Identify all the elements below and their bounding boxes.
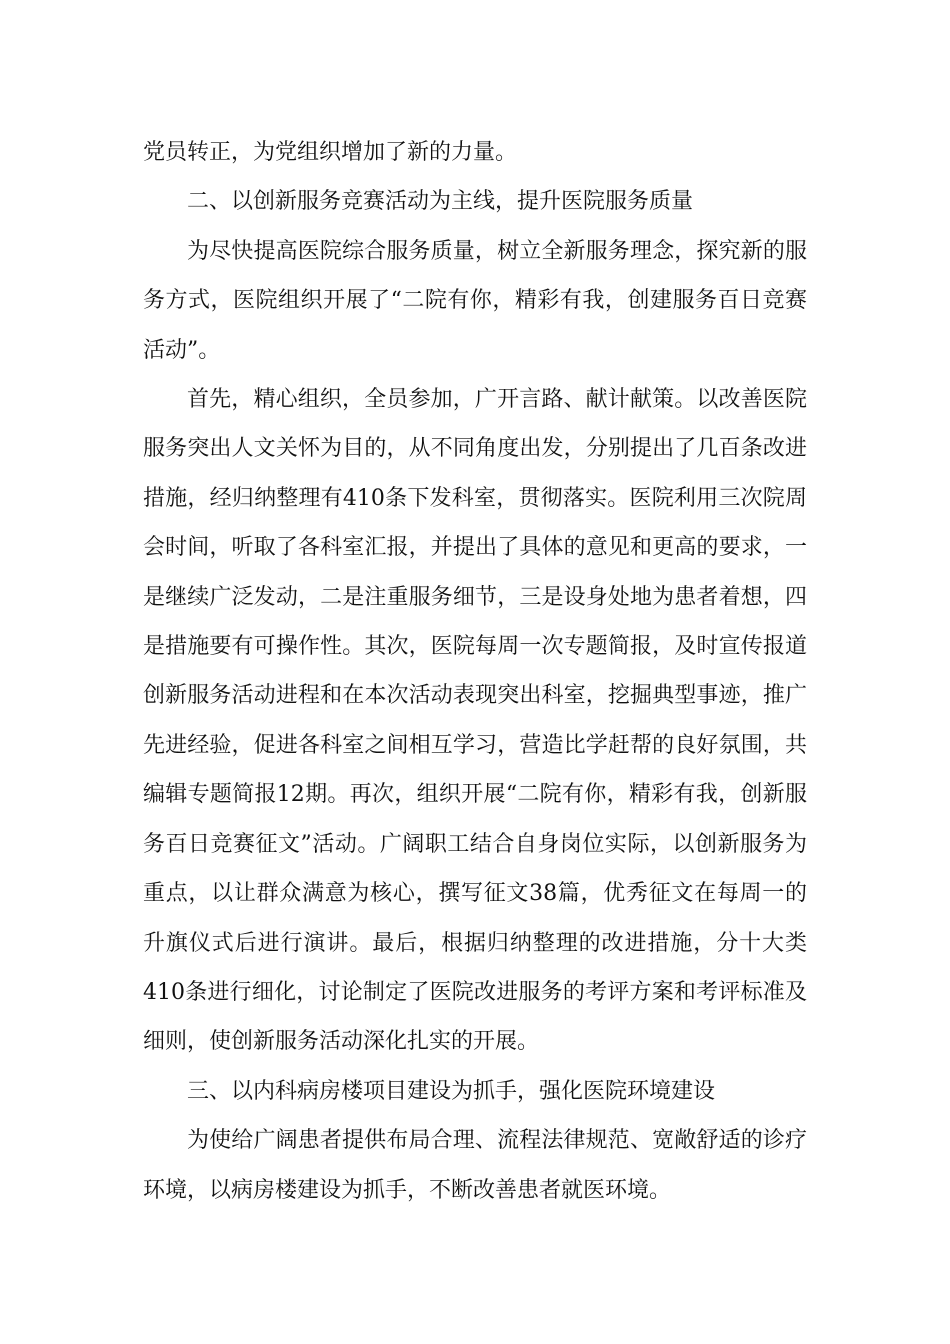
paragraph-service-quality: 为尽快提高医院综合服务质量，树立全新服务理念，探究新的服务方式，医院组织开展了“二院有你，精彩有我，创建服务百日竞赛活动”。 (143, 238, 807, 363)
section-heading-three: 三、以内科病房楼项目建设为抓手，强化医院环境建设 (187, 1078, 716, 1104)
paragraph-environment: 为使给广阔患者提供布局合理、流程法律规范、宽敞舒适的诊疗环境，以病房楼建设为抓手，不断改善患者就医环境。 (143, 1128, 807, 1203)
paragraph-measures: 首先，精心组织，全员参加，广开言路、献计献策。以改善医院服务突出人文关怀为目的，从不同角度出发，分别提出了几百条改进措施，经归纳整理有410条下发科室，贯彻落实。医院利用三次院周会时间，听取了各科室汇报，并提出了具体的意见和更高的要求，一是继续广泛发动，二是注重服务细节，三是设身处地为患者着想，四是措施要有可操作性。其次，医院每周一次专题简报，及时宣传报道创新服务活动进程和在本次活动表现突出科室，挖掘典型事迹，推广先进经验，促进各科室之间相互学习，营造比学赶帮的良好氛围，共编辑专题简报12期。再次，组织开展“二院有你，精彩有我，创新服务百日竞赛征文”活动。广阔职工结合自身岗位实际，以创新服务为重点，以让群众满意为核心，撰写征文38篇，优秀征文在每周一的升旗仪式后进行演讲。最后，根据归纳整理的改进措施，分十大类410条进行细化，讨论制定了医院改进服务的考评方案和考评标准及细则，使创新服务活动深化扎实的开展。 (143, 387, 807, 1055)
document-body (143, 128, 807, 1215)
paragraph-continuation: 党员转正，为党组织增加了新的力量。 (143, 140, 518, 165)
section-heading-two: 二、以创新服务竞赛活动为主线，提升医院服务质量 (187, 189, 694, 215)
